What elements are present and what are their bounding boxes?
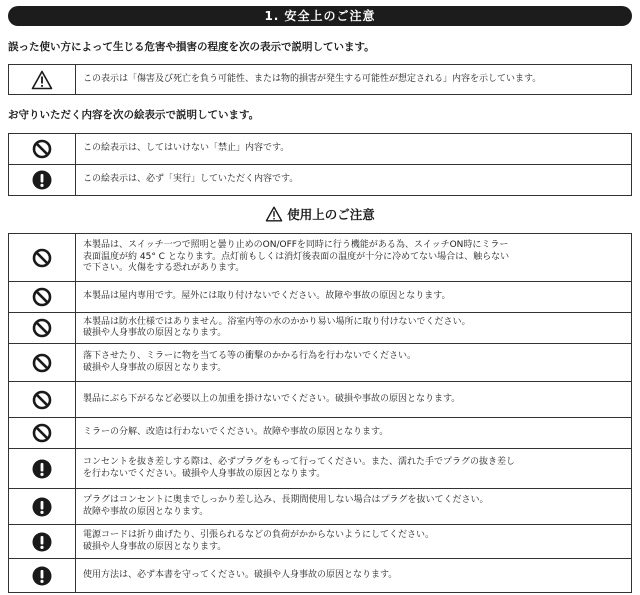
caution-text-line: ミラーの分解、改造は行わないでください。故障や事故の原因となります。 (83, 427, 389, 438)
caution-text-line: 故障や事故の原因となります。 (83, 506, 209, 517)
prohibit-icon-cell (9, 344, 76, 382)
caution-text (76, 344, 632, 382)
caution-row (9, 282, 632, 313)
caution-text-line: 電源コードは折り曲げたり、引張られるなどの負荷がかからないようにしてください。 (83, 530, 435, 540)
legend-warning-table (8, 64, 632, 95)
legend-prohibit-text: この絵表示は、してはいけない「禁止」内容です。 (76, 134, 632, 165)
prohibit-icon (32, 353, 52, 373)
caution-row (9, 525, 632, 559)
caution-text-line: 破損や人身事故の原因となります。 (83, 328, 227, 338)
caution-text (76, 234, 632, 282)
legend-mandatory-text: この絵表示は、必ず「実行」していただく内容です。 (76, 165, 632, 196)
legend-warning-row (9, 65, 632, 95)
caution-row (9, 489, 632, 525)
caution-text (76, 489, 632, 525)
caution-text-line: を行わないでください。破損や人身事故の原因となります。 (83, 468, 326, 479)
warning-triangle-icon (31, 70, 53, 90)
mandatory-icon-cell (9, 165, 76, 196)
prohibit-icon (32, 390, 52, 410)
prohibit-icon-cell (9, 134, 76, 165)
caution-text (76, 559, 632, 593)
mandatory-icon-cell (9, 489, 76, 525)
intro-text-1: 誤った使い方によって生じる危害や損害の程度を次の表示で説明しています。 (8, 41, 375, 53)
prohibit-icon (32, 287, 52, 307)
legend-symbols-table (8, 133, 632, 196)
prohibit-icon-cell (9, 282, 76, 313)
caution-text-line: 本製品は、スイッチ一つで照明と曇り止めのON/OFFを同時に行う機能がある為、スイッチON時にミラー (83, 240, 509, 251)
mandatory-icon (32, 459, 52, 479)
mandatory-icon-cell (9, 559, 76, 593)
caution-text (76, 418, 632, 449)
prohibit-icon (32, 139, 52, 159)
caution-text (76, 525, 632, 559)
caution-row (9, 313, 632, 344)
caution-row (9, 418, 632, 449)
prohibit-icon-cell (9, 382, 76, 418)
prohibit-icon-cell (9, 234, 76, 282)
warning-triangle-icon (265, 206, 283, 222)
legend-prohibit-row (9, 134, 632, 165)
caution-text-line: プラグはコンセントに奥までしっかり差し込み、長期間使用しない場合はプラグを抜いてください。 (83, 495, 489, 505)
mandatory-icon (32, 497, 52, 517)
prohibit-icon-cell (9, 418, 76, 449)
warning-icon-cell (9, 65, 76, 95)
mandatory-icon-cell (9, 525, 76, 559)
caution-text-line: 製品にぶら下がるなど必要以上の加重を掛けないでください。破損や事故の原因となります。 (83, 393, 461, 404)
usage-caution-title (0, 206, 640, 224)
prohibit-icon (32, 423, 52, 443)
caution-row (9, 559, 632, 593)
caution-text-line: コンセントを抜き差しする際は、必ずプラグをもって行ってください。また、濡れた手でプラグの抜き差し (83, 457, 516, 467)
caution-table (8, 233, 632, 593)
caution-text-line: 表面温度が約 45° C となります。点灯前もしくは消灯後表面の温度が十分に冷めてない場合は、触らない (83, 251, 510, 262)
prohibit-icon-cell (9, 313, 76, 344)
caution-text-line: 落下させたり、ミラーに物を当てる等の衝撃のかかる行為を行わないでください。 (83, 351, 417, 361)
caution-text (76, 449, 632, 489)
section-banner: 1. 安全上のご注意 (8, 6, 632, 26)
prohibit-icon (32, 248, 52, 268)
mandatory-icon (32, 532, 52, 552)
prohibit-icon (32, 318, 52, 338)
caution-text-line: 使用方法は、必ず本書を守ってください。破損や人身事故の原因となります。 (83, 569, 398, 580)
caution-text (76, 313, 632, 344)
mandatory-icon (32, 170, 52, 190)
mandatory-icon (32, 566, 52, 586)
caution-row (9, 344, 632, 382)
caution-text-line: 破損や人身事故の原因となります。 (83, 362, 227, 373)
intro-text-2: お守りいただく内容を次の絵表示で説明しています。 (8, 109, 260, 121)
caution-text-line: で下さい。火傷をする恐れがあります。 (83, 263, 245, 274)
usage-caution-title-text: 使用上のご注意 (287, 207, 375, 222)
caution-row (9, 449, 632, 489)
mandatory-icon-cell (9, 449, 76, 489)
caution-text (76, 382, 632, 418)
caution-text-line: 本製品は屋内専用です。屋外には取り付けないでください。故障や事故の原因となります。 (83, 291, 451, 302)
legend-warning-text: この表示は「傷害及び死亡を負う可能性、または物的損害が発生する可能性が想定される」内容を示しています。 (76, 65, 632, 95)
caution-row (9, 234, 632, 282)
caution-text-line: 本製品は防水仕様ではありません。浴室内等の水のかかり易い場所に取り付けないでください。 (83, 316, 471, 327)
caution-text-line: 破損や人身事故の原因となります。 (83, 541, 227, 552)
caution-row (9, 382, 632, 418)
caution-text (76, 282, 632, 313)
legend-mandatory-row (9, 165, 632, 196)
